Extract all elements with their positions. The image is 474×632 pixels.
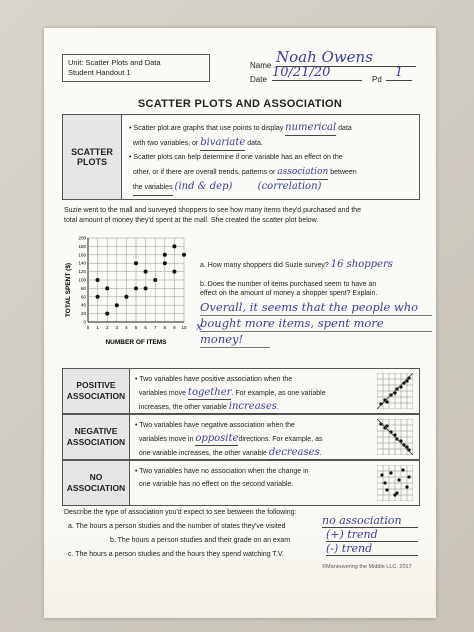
describe-c-answer: (-) trend <box>326 542 418 556</box>
association-label <box>63 369 130 413</box>
scatter-point <box>96 295 100 299</box>
scenario-line1: Suzie went to the mall and surveyed shoppers to see how many items they'd purchased and the <box>64 207 362 214</box>
association-label <box>63 415 130 459</box>
def-fill-numerical: numerical <box>285 121 336 136</box>
association-text-line2b: directions. For example, as <box>238 436 323 443</box>
scatter-point <box>124 295 128 299</box>
y-tick-label: 120 <box>78 269 86 275</box>
x-axis-label: NUMBER OF ITEMS <box>105 339 167 346</box>
period-label: Pd <box>372 75 382 84</box>
y-tick-label: 40 <box>80 302 86 308</box>
def-text: data. <box>247 140 263 147</box>
def-fill-association: association <box>277 165 328 180</box>
positive-association-thumbnail <box>377 373 413 409</box>
scatter-point <box>172 244 176 248</box>
thumbnail-point <box>380 473 383 476</box>
association-text-line3: one variable increases, the other variable <box>138 450 267 457</box>
none-association-thumbnail <box>377 465 413 501</box>
chart-x-annotation: x <box>196 320 203 333</box>
association-text: • Two variables have negative association when the variables move in oppositedirections. For example, as one variable increases, the other variable decreases. <box>135 422 323 458</box>
def-fill-ind-dep: (ind & dep) <box>174 181 233 192</box>
scatter-point <box>115 303 119 307</box>
association-text-line1: Two variables have positive association when the <box>139 376 293 383</box>
association-text-line2: variables move in <box>138 436 194 443</box>
scatter-point <box>144 270 148 274</box>
thumbnail-point <box>397 478 400 481</box>
negative-association-thumbnail <box>377 419 413 455</box>
thumbnail-point <box>383 481 386 484</box>
scatter-point <box>163 253 167 257</box>
def-text: data <box>338 125 352 132</box>
thumbnail-point <box>407 475 410 478</box>
question-b-line2: effect on the amount of money a shopper spent? Explain. <box>200 290 378 297</box>
x-tick-label: 10 <box>181 325 187 330</box>
unit-box <box>62 54 210 82</box>
y-tick-label: 20 <box>80 311 86 317</box>
question-a-text: a. How many shoppers did Suzie survey? <box>200 262 329 269</box>
describe-c: c. The hours a person studies and the hours they spend watching T.V. <box>68 551 284 558</box>
association-label-line2: ASSOCIATION <box>66 437 126 447</box>
thumbnail-point <box>385 400 388 403</box>
scatter-point <box>153 278 157 282</box>
x-tick-label: 2 <box>105 325 109 330</box>
association-label <box>63 461 130 505</box>
thumbnail-point <box>385 488 388 491</box>
scatter-point <box>105 312 109 316</box>
thumbnail-point <box>389 471 392 474</box>
y-tick-label: 60 <box>80 294 86 300</box>
y-tick-label: 80 <box>80 285 86 291</box>
association-text: • Two variables have no association when the change in one variable has no effect on the second variable. <box>135 468 309 488</box>
y-tick-label: 100 <box>78 277 86 283</box>
association-fill1: opposite <box>195 433 239 444</box>
y-tick-label: 180 <box>78 243 86 249</box>
scatter-point <box>96 278 100 282</box>
question-b <box>200 280 432 298</box>
question-a-answer: 16 shoppers <box>330 259 393 270</box>
association-text: • Two variables have positive association when the variables move together. For example, as one variable increases, the other variable increases. <box>135 376 326 412</box>
association-row <box>62 368 420 414</box>
x-tick-label: 0 <box>86 325 90 330</box>
date-label: Date <box>250 75 267 84</box>
thumbnail-point <box>385 424 388 427</box>
association-text-line1: Two variables have negative association when the <box>139 422 295 429</box>
scenario-text <box>64 206 424 226</box>
page-title: SCATTER PLOTS AND ASSOCIATION <box>137 98 343 110</box>
describe-a: a. The hours a person studies and the number of states they've visited <box>68 523 286 530</box>
x-tick-label: 7 <box>153 325 157 330</box>
association-text-line1: Two variables have no association when the change in <box>139 468 309 475</box>
describe-a-answer: no association <box>322 514 418 528</box>
scatter-point <box>163 261 167 265</box>
x-tick-label: 3 <box>115 325 119 330</box>
scatter-point <box>134 286 138 290</box>
scatter-point <box>144 286 148 290</box>
x-tick-label: 8 <box>163 325 167 330</box>
scatter-plots-definition-box <box>62 114 420 200</box>
y-axis-label: TOTAL SPENT ($) <box>65 262 72 318</box>
describe-intro: Describe the type of association you'd expect to see between the following: <box>64 509 297 516</box>
y-tick-label: 0 <box>83 319 86 325</box>
thumbnail-point <box>395 491 398 494</box>
describe-b: b. The hours a person studies and their grade on an exam <box>110 537 291 544</box>
association-label-line1: NEGATIVE <box>74 426 118 436</box>
name-label: Name <box>250 61 272 70</box>
x-tick-label: 5 <box>134 325 138 330</box>
association-text-line3b: . <box>319 450 322 457</box>
association-text-line2: variables move <box>138 390 186 397</box>
association-row <box>62 460 420 506</box>
association-label-line2: ASSOCIATION <box>66 391 126 401</box>
x-tick-label: 6 <box>144 325 147 330</box>
answer-line2: bought more items, spent more <box>200 316 432 332</box>
unit-line2: Student Handout 1 <box>68 68 131 77</box>
x-tick-label: 1 <box>96 325 99 330</box>
scatter-chart <box>62 230 196 346</box>
scatter-plots-label <box>63 115 122 199</box>
date-value: 10/21/20 <box>272 65 362 81</box>
association-label-line2: ASSOCIATION <box>66 483 126 493</box>
def-text: Scatter plots can help determine if one variable has an effect on the <box>133 154 343 161</box>
def-fill-bivariate: bivariate <box>200 136 245 151</box>
definition-text: • Scatter plot are graphs that use points to display numerical data with two variables, or bivariate data. • Scatter plots can help determine if one variable has an effect on the other, or if there are overall trends, patterns or association between the variables (ind & dep) (correlation) <box>129 121 415 196</box>
association-row <box>62 414 420 460</box>
label-line1: SCATTER <box>71 147 113 157</box>
scatter-point <box>172 270 176 274</box>
chart-grid <box>88 238 184 322</box>
x-tick-label: 4 <box>125 325 128 330</box>
association-fill2: decreases <box>268 447 320 458</box>
scatter-point <box>105 286 109 290</box>
def-text: with two variables, or <box>132 140 199 147</box>
scenario-line2: total amount of money they'd spent at the mall. She created the scatter plot below. <box>64 217 319 224</box>
association-label-line1: NO <box>89 472 103 482</box>
def-text: Scatter plot are graphs that use points to display <box>133 125 284 132</box>
y-tick-label: 140 <box>78 260 86 266</box>
unit-line1: Unit: Scatter Plots and Data <box>68 58 161 67</box>
thumbnail-point <box>401 468 404 471</box>
scatter-point <box>134 261 138 265</box>
name-value: Noah Owens <box>276 48 416 67</box>
describe-b-answer: (+) trend <box>326 528 418 542</box>
association-fill1: together <box>187 387 232 398</box>
association-text-line3b: . <box>276 404 279 411</box>
footer-copyright: ©Maneuvering the Middle LLC, 2017 <box>322 564 412 570</box>
association-fill2: increases <box>228 401 277 412</box>
def-fill-correlation: (correlation) <box>257 181 322 192</box>
def-text: other, or if there are overall trends, patterns or <box>132 169 276 176</box>
worksheet-page <box>44 28 436 618</box>
scatter-point <box>182 253 186 257</box>
question-b-answer <box>200 300 432 348</box>
thumbnail-point <box>405 485 408 488</box>
answer-line1: Overall, it seems that the people who <box>200 300 432 316</box>
association-text-line3: increases, the other variable <box>138 404 227 411</box>
association-text-line2b: . For example, as one variable <box>231 390 326 397</box>
def-text: the variables <box>133 181 173 196</box>
def-text: between <box>330 169 357 176</box>
association-label-line1: POSITIVE <box>76 380 116 390</box>
answer-line3: money! <box>200 332 270 348</box>
question-b-line1: b. Does the number of items purchased seem to have an <box>200 281 377 288</box>
association-text-line2: one variable has no effect on the second variable. <box>138 481 294 488</box>
chart-ticks <box>78 236 187 331</box>
label-line2: PLOTS <box>76 157 107 167</box>
question-a <box>200 260 430 271</box>
y-tick-label: 160 <box>78 252 86 258</box>
y-tick-label: 200 <box>78 235 86 241</box>
period-value: 1 <box>386 65 412 81</box>
x-tick-label: 9 <box>173 325 176 330</box>
